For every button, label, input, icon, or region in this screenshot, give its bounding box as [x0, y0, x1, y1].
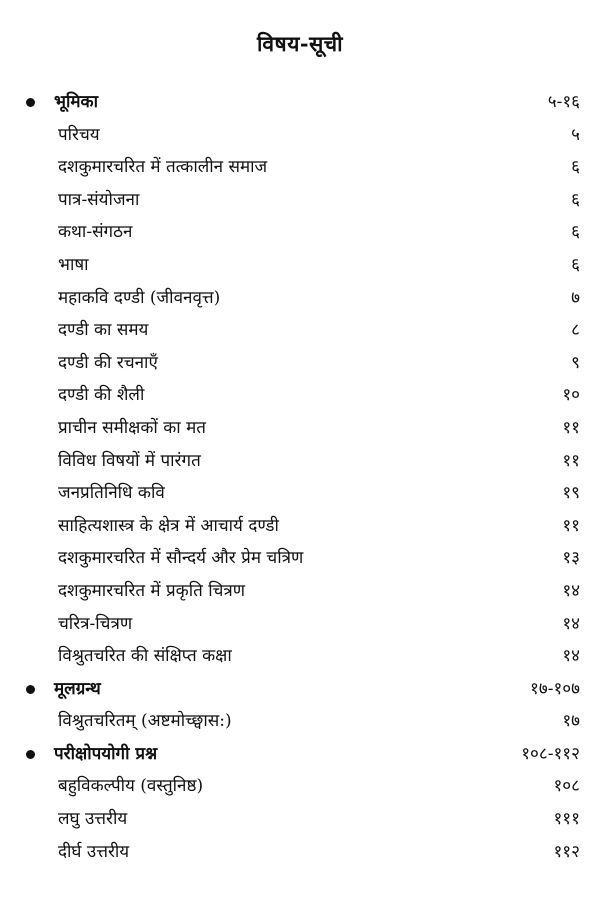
toc-entry-label: जनप्रतिनिधि कवि [58, 483, 165, 504]
toc-entry-page: ८ [571, 320, 580, 341]
toc-entry-label: विश्रुतचरित की संक्षिप्त कक्षा [58, 646, 232, 667]
toc-entry-page: ५ [571, 124, 580, 145]
toc-entry-label: बहुविकल्पीय (वस्तुनिष्ठ) [58, 776, 204, 797]
toc-entry-label: परिचय [58, 124, 100, 145]
toc-entry [20, 216, 580, 249]
toc-section [20, 86, 580, 119]
toc-entry-page: ११ [562, 417, 580, 438]
toc-entry-label: साहित्यशास्त्र के क्षेत्र में आचार्य दण्डी [58, 515, 279, 536]
toc-entry-label: दीर्घ उत्तरीय [58, 841, 130, 862]
toc-entry [20, 151, 580, 184]
toc-entry [20, 445, 580, 478]
toc-entry-page: १०८ [553, 776, 580, 797]
bullet-icon [26, 685, 35, 694]
toc-entry-page: १४ [562, 580, 580, 601]
toc-entry-label: कथा-संगठन [58, 222, 133, 243]
toc-entry [20, 608, 580, 641]
toc-entry [20, 379, 580, 412]
toc-entry-page: ११ [562, 515, 580, 536]
toc-entry-label: लघु उत्तरीय [58, 809, 128, 830]
toc-entry-page: १४ [562, 646, 580, 667]
bullet-icon [26, 98, 35, 107]
toc-entry-label: प्राचीन समीक्षकों का मत [58, 417, 206, 438]
toc-entry [20, 347, 580, 380]
toc-entry-page: ९ [571, 352, 580, 373]
toc-entry-page: १९ [562, 483, 580, 504]
toc-entry-label: विविध विषयों में पारंगत [58, 450, 201, 471]
toc-entry [20, 510, 580, 543]
toc-entry [20, 119, 580, 152]
toc-entry-label: चरित्र-चित्रण [58, 613, 133, 634]
toc-entry [20, 477, 580, 510]
toc-entry-label: दशकुमारचरित में सौन्दर्य और प्रेम चत्रिण [58, 548, 304, 569]
toc-entry [20, 575, 580, 608]
toc-entry-page: ६ [571, 189, 580, 210]
toc-entry-label: दण्डी का समय [58, 320, 149, 341]
toc-entry-label: महाकवि दण्डी (जीवनवृत्त) [58, 287, 221, 308]
toc-section-label: मूलग्रन्थ [54, 678, 101, 699]
toc-entry-page: १० [562, 385, 580, 406]
toc-entry [20, 249, 580, 282]
toc-entry-page: ६ [571, 157, 580, 178]
toc-entry-page: ६ [571, 254, 580, 275]
toc-entry [20, 705, 580, 738]
toc-section-label: परीक्षोपयोगी प्रश्न [54, 743, 158, 764]
toc-entry-page: १११ [553, 809, 580, 830]
toc-entry-label: दशकुमारचरित में तत्कालीन समाज [58, 157, 268, 178]
toc-entry [20, 640, 580, 673]
toc-section-pages: १७-१०७ [530, 678, 580, 699]
toc-entry-page: ११ [562, 450, 580, 471]
toc-entry [20, 836, 580, 869]
toc-entry-label: दशकुमारचरित में प्रकृति चित्रण [58, 580, 246, 601]
toc-entry-page: ११२ [553, 841, 580, 862]
toc-section-pages: ५-१६ [547, 92, 580, 112]
toc-entry-label: विश्रुतचरितम् (अष्टमोच्छ्वास:) [58, 711, 232, 732]
toc-entry-page: ७ [571, 287, 580, 308]
toc-entry-page: १७ [562, 711, 580, 732]
toc-entry-label: पात्र-संयोजना [58, 189, 140, 210]
bullet-icon [26, 750, 35, 759]
toc-section [20, 673, 580, 706]
toc-entry-page: १४ [562, 613, 580, 634]
toc-entry-page: १३ [562, 548, 580, 569]
toc-entry [20, 282, 580, 315]
toc-entry [20, 412, 580, 445]
toc-entry-label: भाषा [58, 254, 89, 275]
toc-section-pages: १०८-११२ [521, 743, 580, 764]
table-of-contents [20, 86, 580, 868]
toc-entry [20, 803, 580, 836]
page-title: विषय-सूची [256, 31, 344, 56]
toc-entry [20, 770, 580, 803]
toc-entry [20, 314, 580, 347]
toc-entry [20, 184, 580, 217]
toc-section [20, 738, 580, 771]
toc-entry-label: दण्डी की रचनाएँ [58, 352, 158, 373]
toc-entry [20, 542, 580, 575]
toc-entry-page: ६ [571, 222, 580, 243]
toc-entry-label: दण्डी की शैली [58, 385, 145, 406]
toc-section-label: भूमिका [54, 92, 98, 112]
